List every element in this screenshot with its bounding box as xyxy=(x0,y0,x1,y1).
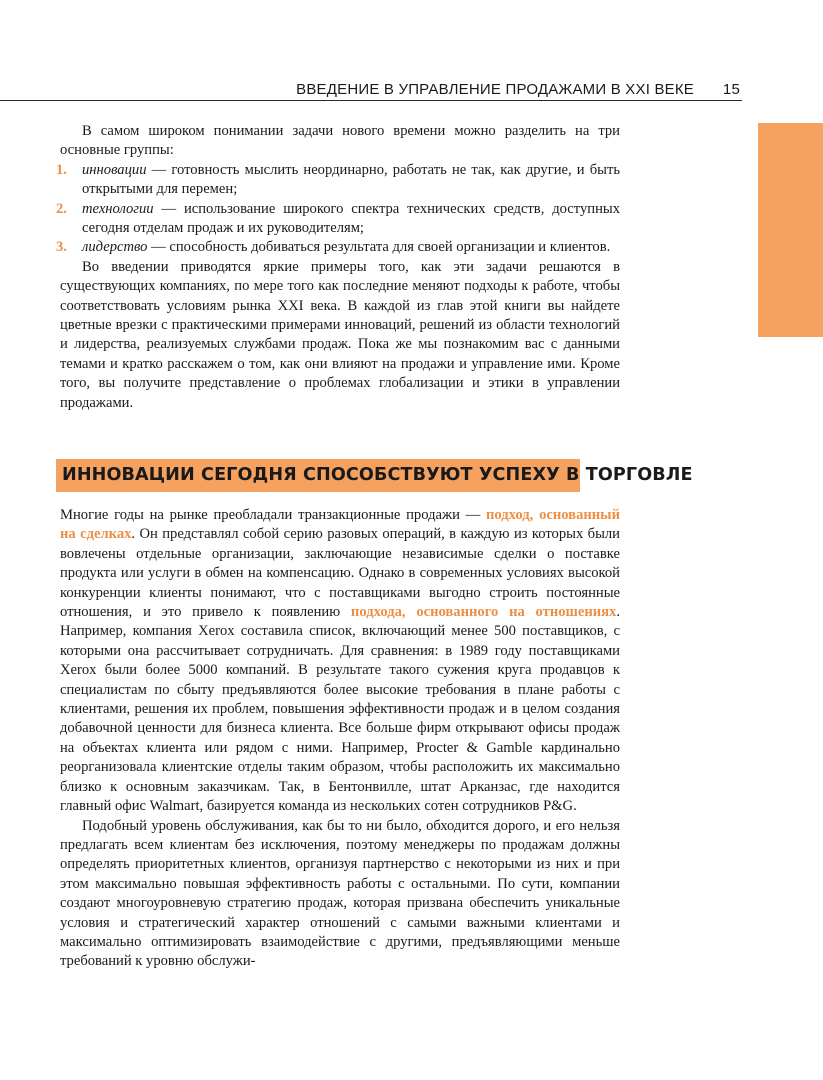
task-groups-list xyxy=(56,161,620,258)
running-header xyxy=(0,80,740,102)
list-number: 1. xyxy=(56,161,67,178)
list-item xyxy=(56,238,620,257)
running-header-title: ВВЕДЕНИЕ В УПРАВЛЕНИЕ ПРОДАЖАМИ В XXI ВЕКЕ xyxy=(296,81,694,98)
paragraph-2: Подобный уровень обслуживания, как бы то ни было, обходится дорого, и его нельзя предлагать всем клиентам без исключения, поэтому менеджеры по продажам должны определять приоритетных клиентов, организуя партнерство с некоторыми из них и при этом максимально повышая эффективность работы с остальными. По сути, компании создают многоуровневую стратегию продаж, которая призвана обеспечить уникальные условия и стратегический характер отношений с самыми важными клиентами и максимально оптимизировать взаимодействие с другими, предъявляющими меньше требований к уровню обслужи- xyxy=(60,817,620,970)
page-number: 15 xyxy=(722,81,740,98)
list-text: — способность добиваться результата для своей организации и клиентов. xyxy=(147,239,611,256)
list-number: 2. xyxy=(56,200,67,217)
p1-text-b: . Он представлял собой серию разовых операций, в каждую из которых были вовлечены отдельные организации, заключающие независимые сделки о поставке продукта или услуги в обмен на компенсацию. Однако в современных условиях высокой конкуренции клиенты понимают, что с поставщиками выгодно строить постоянные отношения, и это привело к появлению xyxy=(60,526,620,621)
list-term: лидерство xyxy=(82,239,148,256)
list-term: инновации xyxy=(82,161,147,178)
key-term-transactional: подход, основанный на сделках xyxy=(60,507,620,543)
p1-text-c: . Например, компания Xerox составила список, включающий менее 500 поставщиков, с которыми она рассчитывает сотрудничать. Для сравнения: в 1989 году поставщиками Xerox были более 5000 компаний. В результате такого сужения круга продавцов к специалистам по сбыту предъявляются более высокие требования в плане работы с клиентами, решения их проблем, повышения эффективности продаж и в целом создания добавочной ценности для бизнеса клиента. Все больше фирм открывают офисы продаж на объектах клиента или рядом с ними. Например, Procter & Gamble кардинально реорганизовала клиентские отделы таким образом, чтобы расположить их максимально близко к основным заказчикам. Так, в Бентонвилле, штат Арканзас, где находится главный офис Walmart, базируется команда из нескольких сотен сотрудников P&G. xyxy=(60,604,620,815)
section-body xyxy=(60,506,620,972)
paragraph-1 xyxy=(60,506,620,817)
intro-block xyxy=(56,122,620,413)
intro-closing: Во введении приводятся яркие примеры того, как эти задачи решаются в существующих компаниях, по мере того как последние меняют подходы к работе, чтобы соответствовать условиям рынка XXI века. В каждой из глав этой книги вы найдете цветные врезки с практическими примерами инноваций, решений из области технологий и лидерства, реализуемых службами продаж. Пока же мы познакомим вас с данными темами и кратко расскажем о том, как они влияют на продажи и управление ими. Кроме того, вы получите представление о проблемах глобализации и этики в управлении продажами. xyxy=(60,258,620,411)
section-heading: ИННОВАЦИИ СЕГОДНЯ СПОСОБСТВУЮТ УСПЕХУ В ТОРГОВЛЕ xyxy=(62,465,693,485)
key-term-relationship: подхода, основанного на отношениях xyxy=(350,604,617,621)
list-term: технологии xyxy=(82,200,154,217)
p1-text-a: Многие годы на рынке преобладали транзакционные продажи — xyxy=(60,507,486,523)
section-heading-bar xyxy=(56,459,693,492)
list-text: — использование широкого спектра технических средств, доступных сегодня отделам продаж и их руководителям; xyxy=(82,200,620,237)
list-item xyxy=(56,161,620,200)
chapter-side-tab xyxy=(758,123,823,337)
list-number: 3. xyxy=(56,239,67,256)
list-item xyxy=(56,200,620,239)
header-divider xyxy=(0,100,742,101)
list-text: — готовность мыслить неординарно, работать не так, как другие, и быть открытыми для перемен; xyxy=(82,161,620,198)
intro-lead: В самом широком понимании задачи нового времени можно разделить на три основные группы: xyxy=(60,123,620,159)
